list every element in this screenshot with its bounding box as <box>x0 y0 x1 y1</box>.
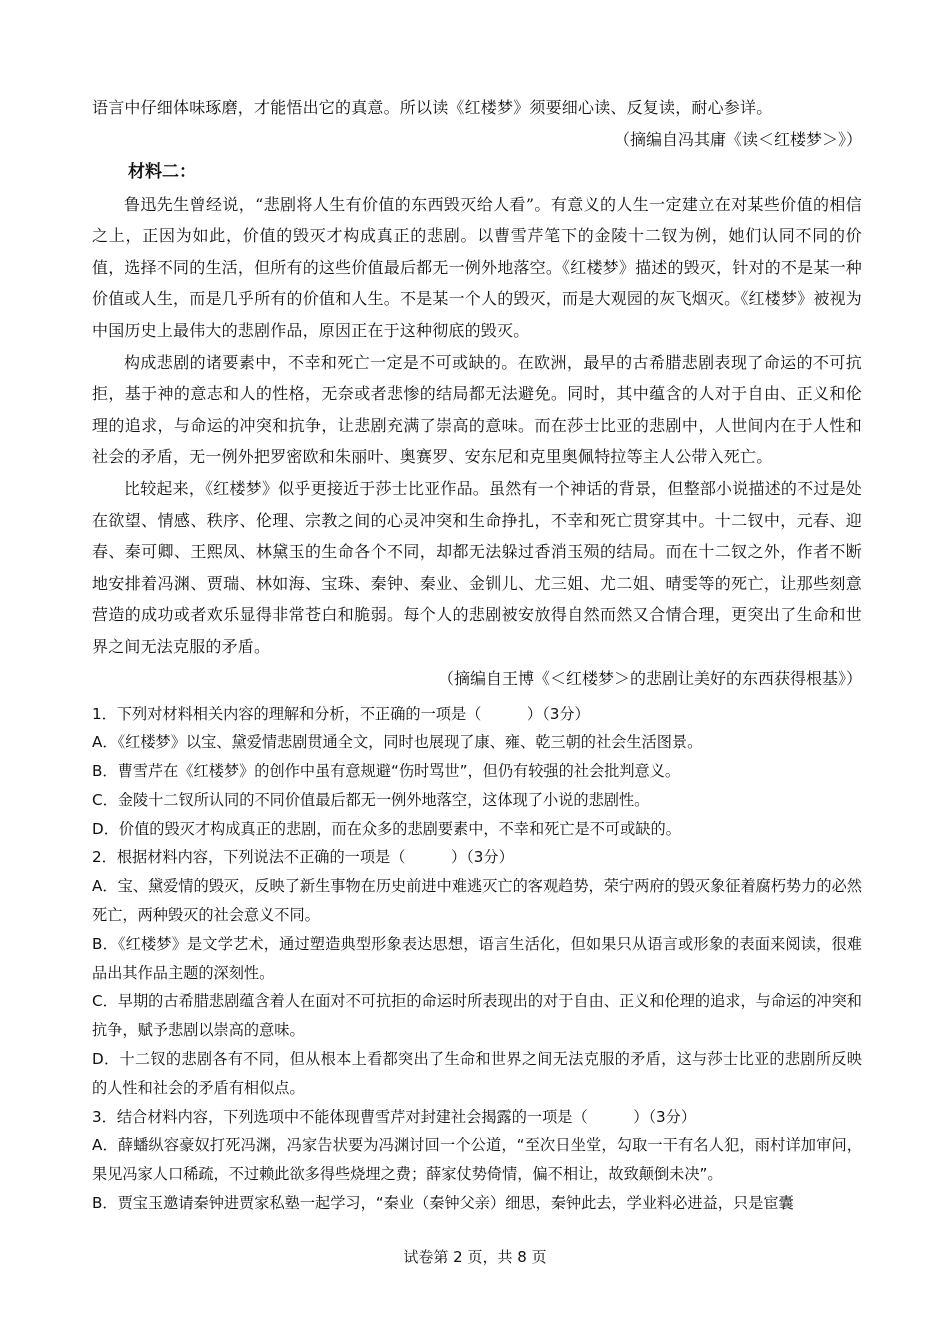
question-1-option-d: D．价值的毁灭才构成真正的悲剧，而在众多的悲剧要素中，不幸和死亡是不可或缺的。 <box>92 819 681 838</box>
question-2-option-a: A．宝、黛爱情的毁灭，反映了新生事物在历史前进中难逃灭亡的客观趋势，荣宁两府的毁灭象征着腐朽势力的必然死亡，两种毁灭的社会意义不同。 <box>92 877 862 925</box>
material1-source: （摘编自冯其庸《读＜红楼梦＞》） <box>613 129 862 149</box>
question-3 <box>92 1103 862 1218</box>
question-3-option-a: A．薛蟠纵容豪奴打死冯渊，冯家告状要为冯渊讨回一个公道，“至次日坐堂，勾取一干有名人犯，雨村详加审问，果见冯家人口稀疏，不过赖此欲多得些烧埋之费；薛家仗势倚情，偏不相让，故致颠倒未决”。 <box>92 1136 862 1184</box>
question-1-stem: 1．下列对材料相关内容的理解和分析，不正确的一项是（ ）（3分） <box>92 704 590 723</box>
page-footer: 试卷第 2 页，共 8 页 <box>403 1248 547 1266</box>
material1-tail-text: 语言中仔细体味琢磨，才能悟出它的真意。所以读《红楼梦》须要细心读、反复读，耐心参详。 <box>92 98 773 117</box>
question-3-stem: 3．结合材料内容，下列选项中不能体现曹雪芹对封建社会揭露的一项是（ ）（3分） <box>92 1107 697 1126</box>
material2-heading: 材料二： <box>128 161 196 182</box>
page-content <box>92 92 862 1218</box>
question-2-option-d: D．十二钗的悲剧各有不同，但从根本上看都突出了生命和世界之间无法克服的矛盾，这与莎士比亚的悲剧所反映的人性和社会的矛盾有相似点。 <box>92 1050 862 1097</box>
question-1 <box>92 700 862 844</box>
material2-paragraph-2: 构成悲剧的诸要素中，不幸和死亡一定是不可或缺的。在欧洲，最早的古希腊悲剧表现了命运的不可抗拒，基于神的意志和人的性格，无奈或者悲惨的结局都无法避免。同时，其中蕴含的人对于自由、正义和伦理的追求，与命运的冲突和抗争，让悲剧充满了崇高的意味。而在莎士比亚的悲剧中，人世间内在于人性和社会的矛盾，无一例外把罗密欧和朱丽叶、奥赛罗、安东尼和克里奥佩特拉等主人公带入死亡。 <box>92 352 862 467</box>
question-2-option-c: C．早期的古希腊悲剧蕴含着人在面对不可抗拒的命运时所表现出的对于自由、正义和伦理的追求，与命运的冲突和抗争，赋予悲剧以崇高的意味。 <box>92 992 862 1040</box>
question-1-option-a: A．《红楼梦》以宝、黛爱情悲剧贯通全文，同时也展现了康、雍、乾三朝的社会生活图景。 <box>92 733 703 752</box>
question-2-stem: 2．根据材料内容，下列说法不正确的一项是（ ）（3分） <box>92 848 514 867</box>
material2-paragraph-1: 鲁迅先生曾经说，“悲剧将人生有价值的东西毁灭给人看”。有意义的人生一定建立在对某些价值的相信之上，正因为如此，价值的毁灭才构成真正的悲剧。以曹雪芹笔下的金陵十二钗为例，她们认同不同的价值，选择不同的生活，但所有的这些价值最后都无一例外地落空。《红楼梦》描述的毁灭，针对的不是某一种价值或人生，而是几乎所有的价值和人生。不是某一个人的毁灭，而是大观园的灰飞烟灭。《红楼梦》被视为中国历史上最伟大的悲剧作品，原因正在于这种彻底的毁灭。 <box>92 194 862 340</box>
material2-source: （摘编自王博《＜红楼梦＞的悲剧让美好的东西获得根基》） <box>437 668 862 688</box>
question-2-option-b: B．《红楼梦》是文学艺术，通过塑造典型形象表达思想，语言生活化，但如果只从语言或形象的表面来阅读，很难品出其作品主题的深刻性。 <box>92 934 862 982</box>
material2-paragraph-3: 比较起来，《红楼梦》似乎更接近于莎士比亚作品。虽然有一个神话的背景，但整部小说描述的不过是处在欲望、情感、秩序、伦理、宗教之间的心灵冲突和生命挣扎，不幸和死亡贯穿其中。十二钗中，元春、迎春、秦可卿、王熙凤、林黛玉的生命各个不同，却都无法躲过香消玉殒的结局。而在十二钗之外，作者不断地安排着冯渊、贾瑞、林如海、宝珠、秦钟、秦业、金钏儿、尤三姐、尤二姐、晴雯等的死亡，让那些刻意营造的成功或者欢乐显得非常苍白和脆弱。每个人的悲剧被安放得自然而然又合情合理，更突出了生命和世界之间无法克服的矛盾。 <box>92 478 862 656</box>
question-3-option-b: B．贾宝玉邀请秦钟进贾家私塾一起学习，“秦业（秦钟父亲）细思，秦钟此去，学业料必进益，只是宦囊 <box>92 1194 794 1213</box>
question-1-option-c: C．金陵十二钗所认同的不同价值最后都无一例外地落空，这体现了小说的悲剧性。 <box>92 790 650 809</box>
question-1-option-b: B．曹雪芹在《红楼梦》的创作中虽有意规避“伤时骂世”，但仍有较强的社会批判意义。 <box>92 762 681 781</box>
question-2 <box>92 843 862 1102</box>
